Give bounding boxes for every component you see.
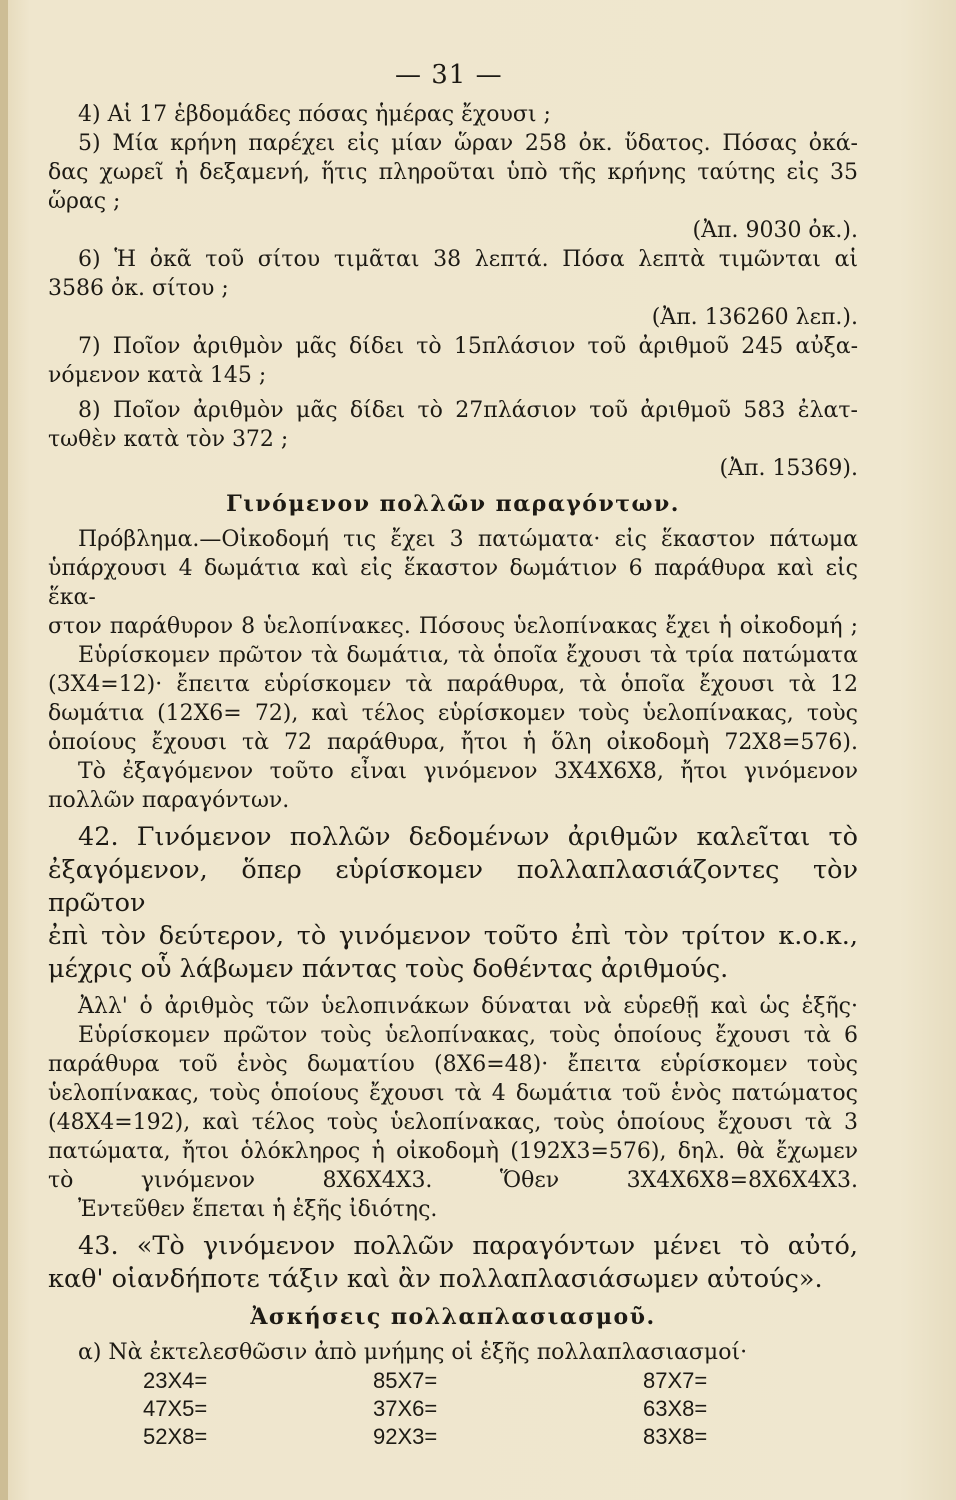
alt-line-1: Ἀλλ' ὁ ἀριθμὸς τῶν ὑελοπινάκων δύναται νὰ εὑρεθῇ καὶ ὡς ἑξῆς· [78,994,858,1019]
problem-8-line-2: τωθὲν κατὰ τὸν 372 ; [48,427,289,452]
problem-line-8: Τὸ ἐξαγόμενον τοῦτο εἶναι γινόμενον 3Χ4Χ6Χ8, ἤτοι γινόμενον [78,759,858,784]
exercise-item: 83Χ8= [643,1424,708,1449]
alt-line-6: πατώματα, ἤτοι ὁλόκληρος ἡ οἰκοδομὴ (192Χ3=576), δηλ. θὰ ἔχωμεν [48,1139,858,1164]
page-edge [0,0,8,1500]
problem-line-2: ὑπάρχουσι 4 δωμάτια καὶ εἰς ἕκαστον δωμάτιον 6 παράθυρα καὶ εἰς ἕκα- [48,556,858,610]
problem-5-line-2: δας χωρεῖ ἡ δεξαμενή, ἥτις πληροῦται ὑπὸ τῆς κρήνης ταύτης εἰς 35 [48,160,858,185]
exercise-item: 87Χ7= [643,1368,708,1393]
para-43-line-1: 43. «Τὸ γινόμενον πολλῶν παραγόντων μένει τὸ αὐτό, [78,1231,858,1261]
exercise-item: 47Χ5= [143,1396,208,1421]
problem-7-line-1: 7) Ποῖον ἀριθμὸν μᾶς δίδει τὸ 15πλάσιον τοῦ ἀριθμοῦ 245 αὐξα- [78,334,858,359]
alt-line-5: (48Χ4=192), καὶ τέλος τοὺς ὑελοπίνακας, τοὺς ὁποίους ἔχουσι τὰ 3 [48,1110,858,1135]
para-42-line-4: μέχρις οὗ λάβωμεν πάντας τοὺς δοθέντας ἀριθμούς. [48,954,729,984]
para-42-line-1: 42. Γινόμενον πολλῶν δεδομένων ἀριθμῶν καλεῖται τὸ [78,822,858,852]
section-title: Γινόμενον πολλῶν παραγόντων. [226,491,680,517]
exercise-item: 52Χ8= [143,1424,208,1449]
exercise-item: 23Χ4= [143,1368,208,1393]
page-number: — 31 — [395,60,503,90]
problem-8-answer: (Ἀπ. 15369). [719,456,858,481]
problem-line-4: Εὑρίσκομεν πρῶτον τὰ δωμάτια, τὰ ὁποῖα ἔχουσι τὰ τρία πατώματα [78,643,858,668]
para-42-line-2: ἐξαγόμενον, ὅπερ εὑρίσκομεν πολλαπλασιάζοντες τὸν πρῶτον [48,855,858,918]
problem-line-9: πολλῶν παραγόντων. [48,788,290,813]
problem-line-1: Πρόβλημα.—Οἰκοδομή τις ἔχει 3 πατώματα· εἰς ἕκαστον πάτωμα [78,527,858,552]
para-42-line-3: ἐπὶ τὸν δεύτερον, τὸ γινόμενον τοῦτο ἐπὶ τὸν τρίτον κ.ο.κ., [48,921,858,951]
exercise-item: 37Χ6= [373,1396,438,1421]
exercises-intro: α) Νὰ ἐκτελεσθῶσιν ἀπὸ μνήμης οἱ ἑξῆς πολλαπλασιασμοί· [78,1340,748,1365]
alt-line-3: παράθυρα τοῦ ἑνὸς δωματίου (8Χ6=48)· ἔπειτα εὑρίσκομεν τοὺς [48,1052,858,1077]
problem-8-line-1: 8) Ποῖον ἀριθμὸν μᾶς δίδει τὸ 27πλάσιον τοῦ ἀριθμοῦ 583 ἐλατ- [78,398,858,423]
problem-line-6: δωμάτια (12Χ6= 72), καὶ τέλος εὑρίσκομεν τοὺς ὑελοπίνακας, τοὺς [48,701,858,726]
alt-line-8: Ἐντεῦθεν ἕπεται ἡ ἑξῆς ἰδιότης. [78,1197,438,1222]
exercise-item: 63Χ8= [643,1396,708,1421]
problem-6-line-2: 3586 ὀκ. σίτου ; [48,276,229,301]
exercise-item: 92Χ3= [373,1424,438,1449]
problem-7-line-2: νόμενον κατὰ 145 ; [48,363,267,388]
exercises-grid [143,1367,858,1451]
problem-6-line-1: 6) Ἡ ὀκᾶ τοῦ σίτου τιμᾶται 38 λεπτά. Πόσα λεπτὰ τιμῶνται αἱ [78,247,858,272]
alt-line-4: ὑελοπίνακας, τοὺς ὁποίους ἔχουσι τὰ 4 δωμάτια τοῦ ἑνὸς πατώματος [48,1081,858,1106]
problem-line-7: ὁποίους ἔχουσι τὰ 72 παράθυρα, ἤτοι ἡ ὅλη οἰκοδομὴ 72Χ8=576). [48,730,858,755]
problem-line-5: (3Χ4=12)· ἔπειτα εὑρίσκομεν τὰ παράθυρα, τὰ ὁποῖα ἔχουσι τὰ 12 [48,672,858,697]
exercise-item: 85Χ7= [373,1368,438,1393]
exercises-title: Ἀσκήσεις πολλαπλασιασμοῦ. [250,1304,656,1330]
problem-4: 4) Αἱ 17 ἑβδομάδες πόσας ἡμέρας ἔχουσι ; [78,102,551,127]
problem-6-answer: (Ἀπ. 136260 λεπ.). [651,305,858,330]
problem-5-line-1: 5) Μία κρήνη παρέχει εἰς μίαν ὥραν 258 ὀκ. ὕδατος. Πόσας ὀκά- [78,131,858,156]
page-content [48,100,858,1451]
alt-line-7: τὸ γινόμενον 8Χ6Χ4Χ3. Ὅθεν 3Χ4Χ6Χ8=8Χ6Χ4Χ3. [48,1168,858,1193]
alt-line-2: Εὑρίσκομεν πρῶτον τοὺς ὑελοπίνακας, τοὺς ὁποίους ἔχουσι τὰ 6 [78,1023,858,1048]
para-43-line-2: καθ' οἱανδήποτε τάξιν καὶ ἂν πολλαπλασιάσωμεν αὐτούς». [48,1264,823,1294]
problem-line-3: στον παράθυρον 8 ὑελοπίνακες. Πόσους ὑελοπίνακας ἔχει ἡ οἰκοδομή ; [48,614,858,639]
problem-5-answer: (Ἀπ. 9030 ὀκ.). [692,218,858,243]
problem-5-line-3: ὥρας ; [48,189,121,214]
